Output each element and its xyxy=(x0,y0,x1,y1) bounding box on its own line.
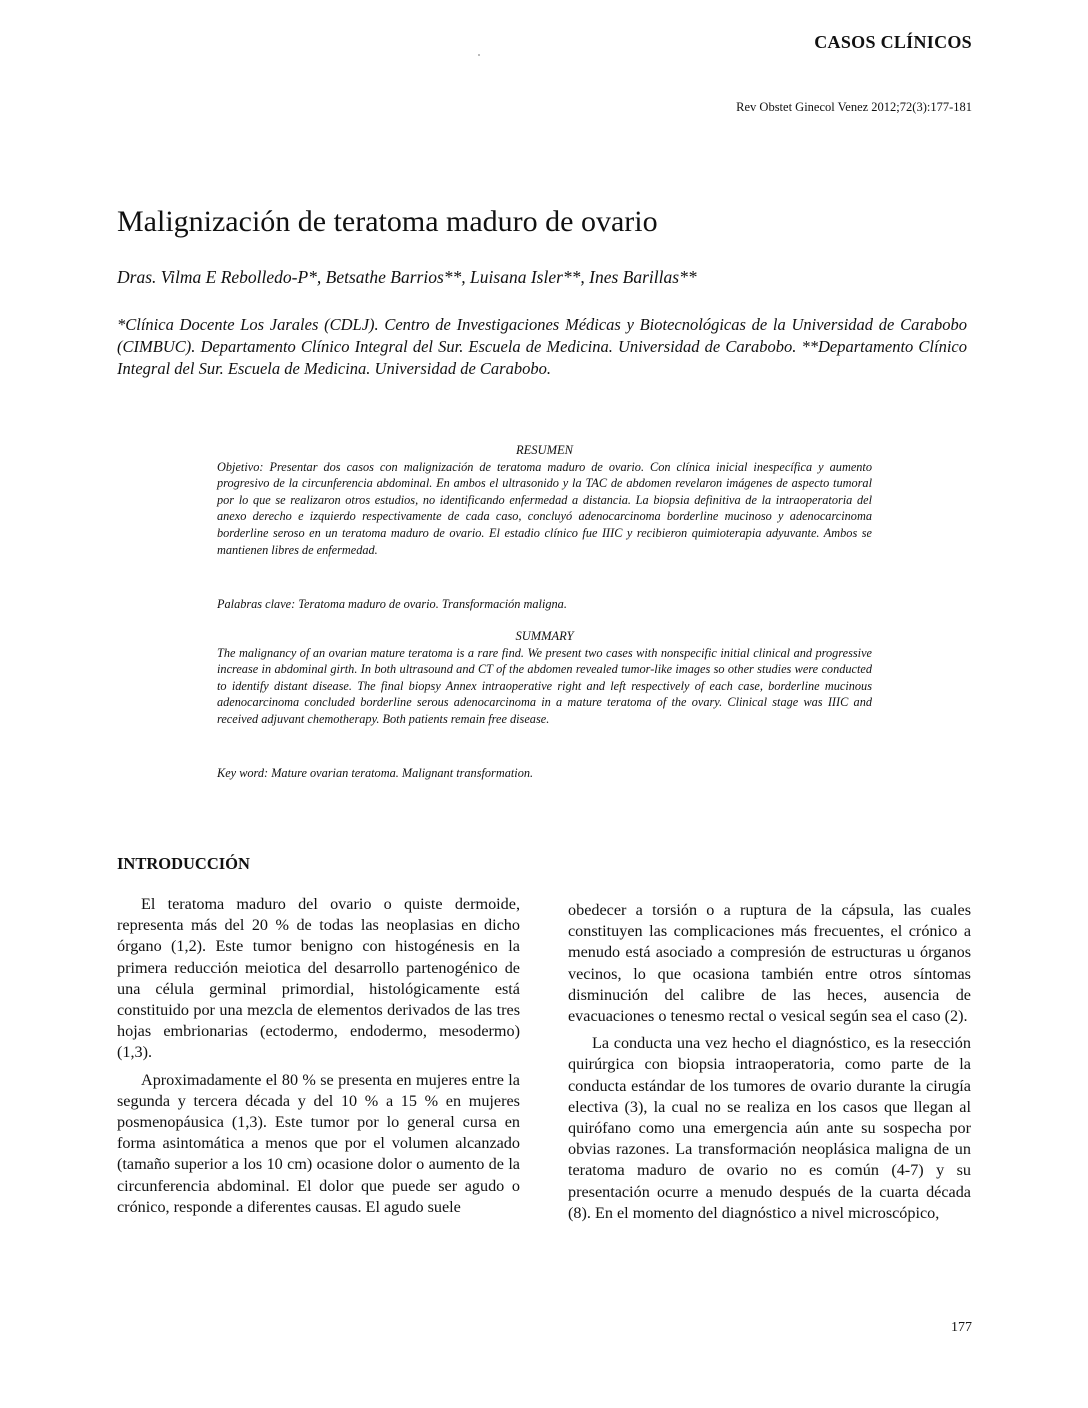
page-number: 177 xyxy=(951,1320,972,1335)
body-paragraph: obedecer a torsión o a ruptura de la cápsula, las cuales constituyen las complicaciones más frecuentes, el crónico a menudo está asociado a compresión de estructuras u órganos vecinos, lo que ocasiona también entre otros síntomas disminución del calibre de las heces, ausencia de evacuaciones o tenesmo rectal o vesical según sea el caso (2). xyxy=(568,901,971,1026)
body-column-left xyxy=(117,894,520,1224)
body-column-right xyxy=(568,900,971,1230)
body-paragraph: El teratoma maduro del ovario o quiste dermoide, representa más del 20 % de todas las neoplasias en dicho órgano (1,2). Este tumor benigno con histogénesis en la primera reducción meiotica del desarrollo partenogénico de una célula germinal primordial, histológicamente está constituido por una mezcla de elementos derivados de las tres hojas embrionarias (ectodermo, endodermo, mesodermo) (1,3). xyxy=(117,895,520,1062)
summary-section xyxy=(217,628,872,728)
scan-speck xyxy=(478,54,480,56)
author-affiliations: *Clínica Docente Los Jarales (CDLJ). Centro de Investigaciones Médicas y Biotecnológicas de la Universidad de Carabobo (CIMBUC). Departamento Clínico Integral del Sur. Escuela de Medicina. Universidad de Carabobo. **Departamento Clínico Integral del Sur. Escuela de Medicina. Universidad de Carabobo. xyxy=(117,315,967,378)
section-label: CASOS CLÍNICOS xyxy=(814,32,972,52)
introduction-heading: INTRODUCCIÓN xyxy=(117,854,250,873)
author-list: Dras. Vilma E Rebolledo-P*, Betsathe Barrios**, Luisana Isler**, Ines Barillas** xyxy=(117,267,697,287)
body-paragraph: La conducta una vez hecho el diagnóstico, es la resección quirúrgica con biopsia intraoperatoria, como parte de la conducta estándar de los tumores de ovario durante la cirugía electiva (3), la cual no se realiza en los casos que llegan al quirófano como una emergencia aún ante su sospecha por obvias razones. La transformación neoplásica maligna de un teratoma maduro de ovario no es común (4-7) y su presentación ocurre a menudo después de la cuarta década (8). En el momento del diagnóstico a nivel microscópico, xyxy=(568,1034,971,1222)
key-words: Key word: Mature ovarian teratoma. Malignant transformation. xyxy=(217,766,534,780)
resumen-heading: RESUMEN xyxy=(516,443,573,457)
palabras-clave: Palabras clave: Teratoma maduro de ovario. Transformación maligna. xyxy=(217,597,567,611)
summary-text: The malignancy of an ovarian mature teratoma is a rare find. We present two cases with nonspecific initial clinical and progressive increase in abdominal girth. In both ultrasound and CT of the abdomen revealed tumor-like images so other studies were conducted to identify distant disease. The final biopsy Annex intraoperative right and left respectively of each case, borderline mucinous adenocarcinoma concluded borderline serous adenocarcinoma in a mature teratoma of the ovary. Clinical stage was IIIC and received adjuvant chemotherapy. Both patients remain free disease. xyxy=(217,645,872,726)
journal-citation: Rev Obstet Ginecol Venez 2012;72(3):177-181 xyxy=(736,100,972,114)
resumen-section xyxy=(217,442,872,558)
resumen-text: Objetivo: Presentar dos casos con malignización de teratoma maduro de ovario. Con clínica inicial inespecífica y aumento progresivo de la circunferencia abdominal. En ambos el ultrasonido y la TAC de abdomen revelaron imágenes de aspecto tumoral por lo que se realizaron otros estudios, no identificando enfermedad a distancia. La biopsia definitiva de la intraoperatoria del anexo derecho e izquierdo respectivamente de cada caso, concluyó adenocarcinoma borderline mucinoso y adenocarcinoma borderline seroso en un teratoma maduro de ovario. El estadio clínico fue IIIC y recibieron quimioterapia adyuvante. Ambos se mantienen libres de enfermedad. xyxy=(217,459,872,557)
body-paragraph: Aproximadamente el 80 % se presenta en mujeres entre la segunda y tercera década y del 10 % a 15 % en mujeres posmenopáusica (1,3). Este tumor por lo general cursa en forma asintomática a menos que por el volumen alcanzado (tamaño superior a los 10 cm) ocasione dolor o aumento de la circunferencia abdominal. El dolor que puede ser agudo o crónico, responde a diferentes causas. El agudo suele xyxy=(117,1070,520,1216)
summary-heading: SUMMARY xyxy=(515,629,574,643)
article-title: Malignización de teratoma maduro de ovario xyxy=(117,205,658,238)
